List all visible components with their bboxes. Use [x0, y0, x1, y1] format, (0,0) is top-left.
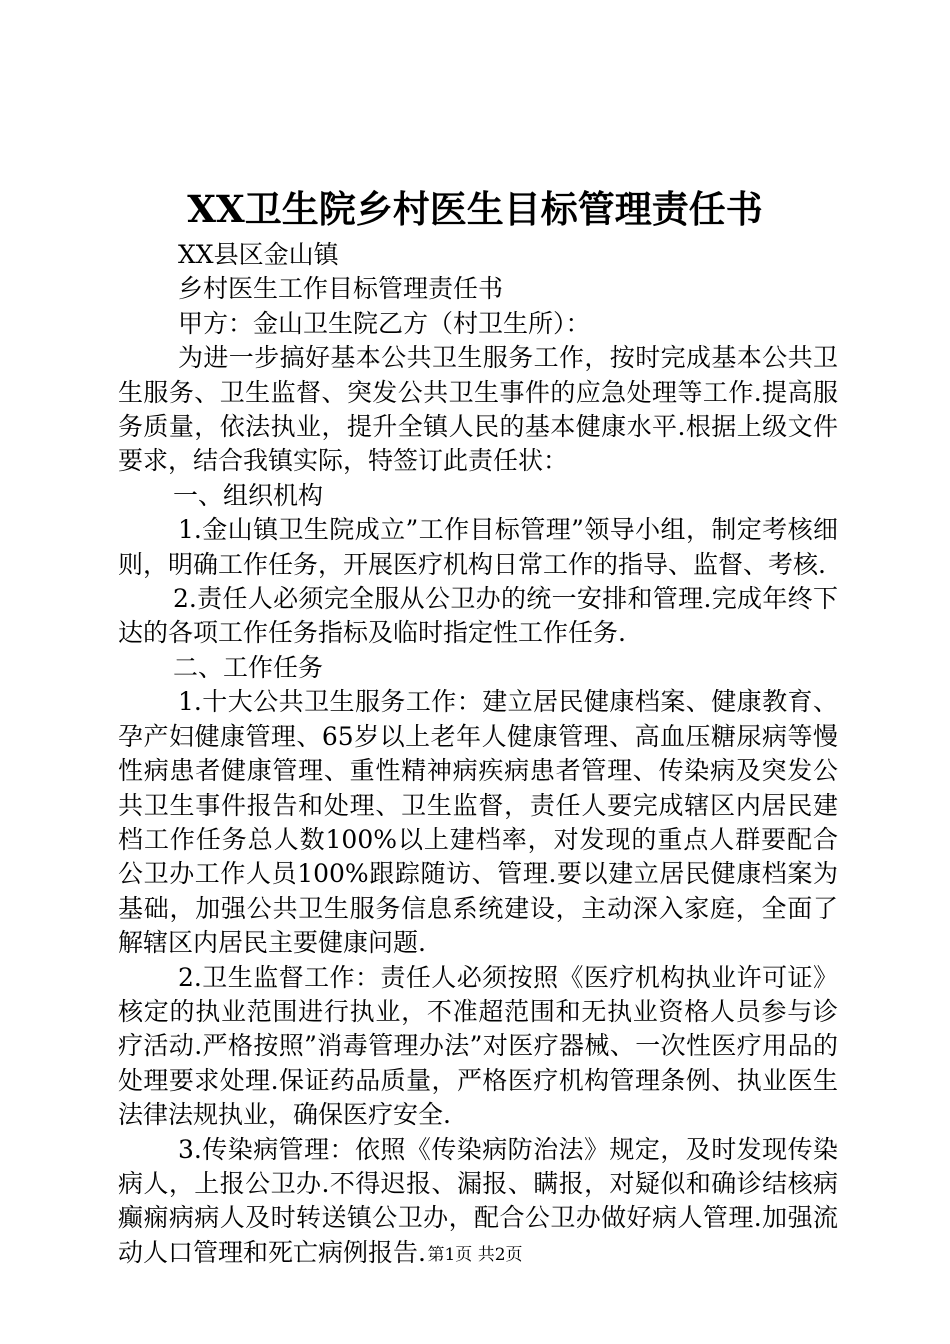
section-heading-tasks: 二、工作任务 — [173, 652, 324, 682]
paragraph-organization-1: 1.金山镇卫生院成立”工作目标管理”领导小组，制定考核细则，明确工作任务，开展医疗机构日常工作的指导、监督、考核. — [118, 515, 838, 579]
paragraph-county-town: XX县区金山镇 — [178, 240, 339, 269]
paragraph-organization-2: 2.责任人必须完全服从公卫办的统一安排和管理.完成年终下达的各项工作任务指标及临时指定性工作任务. — [118, 584, 838, 648]
paragraph-task-2: 2.卫生监督工作：责任人必须按照《医疗机构执业许可证》核定的执业范围进行执业，不准超范围和无执业资格人员参与诊疗活动.严格按照”消毒管理办法”对医疗器械、一次性医疗用品的处理要求处理.保证药品质量，严格医疗机构管理条例、执业医生法律法规执业，确保医疗安全. — [118, 962, 838, 1130]
paragraph-intro: 为进一步搞好基本公共卫生服务工作，按时完成基本公共卫生服务、卫生监督、突发公共卫生事件的应急处理等工作.提高服务质量，依法执业，提升全镇人民的基本健康水平.根据上级文件要求，结合我镇实际，特签订此责任状： — [118, 343, 838, 476]
paragraph-subtitle: 乡村医生工作目标管理责任书 — [178, 274, 504, 304]
section-heading-organization: 一、组织机构 — [173, 480, 324, 510]
document-title: XX卫生院乡村医生目标管理责任书 — [187, 187, 763, 231]
paragraph-task-1: 1.十大公共卫生服务工作：建立居民健康档案、健康教育、孕产妇健康管理、65岁以上老年人健康管理、高血压糖尿病等慢性病患者健康管理、重性精神病疾病患者管理、传染病及突发公共卫生事件报告和处理、卫生监督，责任人要完成辖区内居民建档工作任务总人数100%以上建档率，对发现的重点人群要配合公卫办工作人员100%跟踪随访、管理.要以建立居民健康档案为基础，加强公共卫生服务信息系统建设，主动深入家庭，全面了解辖区内居民主要健康问题. — [118, 687, 838, 958]
page-indicator: 第1页 共2页 — [427, 1245, 523, 1265]
paragraph-task-3: 3.传染病管理：依照《传染病防治法》规定，及时发现传染病人，上报公卫办.不得迟报、漏报、瞒报，对疑似和确诊结核病癫痫病病人及时转送镇公卫办，配合公卫办做好病人管理.加强流动人口管理和死亡病例报告. — [118, 1134, 838, 1267]
document-body — [118, 238, 838, 1270]
paragraph-parties: 甲方：金山卫生院乙方（村卫生所）： — [178, 308, 591, 338]
